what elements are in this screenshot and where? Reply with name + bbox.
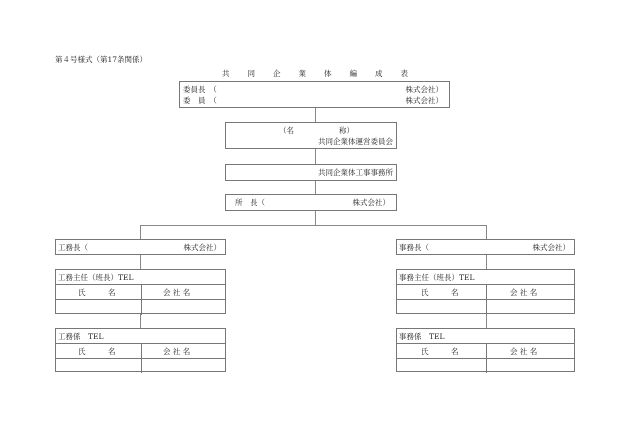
col-name: 氏 名 — [78, 347, 116, 356]
office-staff-table — [396, 328, 575, 372]
col-company: 会 社 名 — [163, 347, 191, 356]
name-label: （名 称） — [279, 126, 354, 135]
office-manager-box — [396, 239, 575, 255]
name-box — [225, 122, 397, 149]
office-chief-table — [396, 269, 575, 314]
office-manager-company: 株式会社） — [532, 243, 570, 252]
col-company: 会 社 名 — [163, 288, 191, 297]
director-box — [225, 194, 397, 211]
office-chief-label: 事務主任（班長）TEL — [399, 273, 475, 282]
col-name: 氏 名 — [421, 288, 459, 297]
construction-chief-table — [55, 269, 226, 314]
office-label: 共同企業体工事事務所 — [318, 168, 393, 177]
chair-company: 株式会社） — [405, 85, 443, 94]
connector-branch — [140, 225, 486, 226]
page-title: 共同企業体編成表 — [222, 69, 426, 78]
member-company: 株式会社） — [405, 96, 443, 105]
construction-manager-label: 工務長（ — [58, 243, 88, 252]
col-name: 氏 名 — [421, 347, 459, 356]
construction-manager-company: 株式会社） — [183, 243, 221, 252]
committee-box — [179, 81, 450, 108]
office-box — [225, 164, 397, 181]
director-company: 株式会社） — [352, 198, 390, 207]
col-company: 会 社 名 — [510, 347, 538, 356]
construction-staff-label: 工務係 TEL — [58, 332, 104, 341]
construction-staff-table — [55, 328, 226, 372]
member-label: 委 員 （ — [183, 96, 217, 105]
director-label: 所 長（ — [235, 198, 265, 207]
construction-chief-label: 工務主任（班長）TEL — [58, 273, 134, 282]
chair-label: 委員長 （ — [183, 85, 217, 94]
form-number: 第４号様式（第17条関係） — [55, 55, 148, 64]
office-staff-label: 事務係 TEL — [399, 332, 445, 341]
col-name: 氏 名 — [78, 288, 116, 297]
col-company: 会 社 名 — [510, 288, 538, 297]
construction-manager-box — [55, 239, 226, 255]
name-value: 共同企業体運営委員会 — [318, 137, 393, 146]
office-manager-label: 事務長（ — [399, 243, 429, 252]
